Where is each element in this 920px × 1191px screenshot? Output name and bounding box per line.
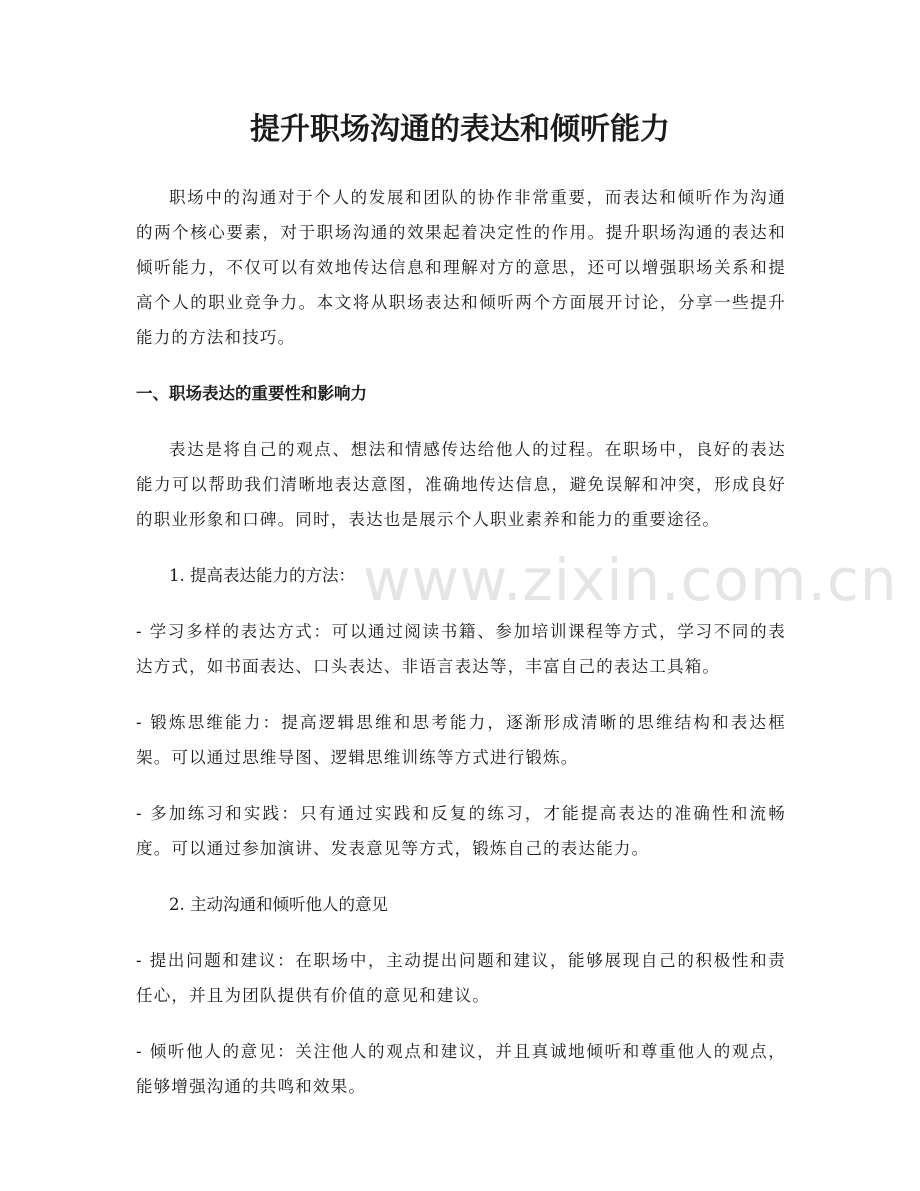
list-item: - 提出问题和建议：在职场中，主动提出问题和建议，能够展现自己的积极性和责任心，并且为团队提供有价值的意见和建议。 [136,951,786,1005]
list-item: - 学习多样的表达方式：可以通过阅读书籍、参加培训课程等方式，学习不同的表达方式，如书面表达、口头表达、非语言表达等，丰富自己的表达工具箱。 [136,622,786,676]
section-heading: 一、职场表达的重要性和影响力 [136,384,367,403]
section-paragraph: 表达是将自己的观点、想法和情感传达给他人的过程。在职场中，良好的表达能力可以帮助我们清晰地表达意图，准确地传达信息，避免误解和冲突，形成良好的职业形象和口碑。同时，表达也是展示个人职业素养和能力的重要途径。 [136,440,786,529]
list-item: - 倾听他人的意见：关注他人的观点和建议，并且真诚地倾听和尊重他人的观点，能够增强沟通的共鸣和效果。 [136,1042,786,1096]
list-label: 2. 主动沟通和倾听他人的意见 [169,895,388,914]
document-body [136,180,898,1125]
list-label: 1. 提高表达能力的方法： [169,566,355,585]
watermark: www.zixin.com.cn [363,546,898,614]
list-item: - 多加练习和实践：只有通过实践和反复的练习，才能提高表达的准确性和流畅度。可以通过参加演讲、发表意见等方式，锻炼自己的表达能力。 [136,804,786,858]
intro-paragraph: 职场中的沟通对于个人的发展和团队的协作非常重要，而表达和倾听作为沟通的两个核心要素，对于职场沟通的效果起着决定性的作用。提升职场沟通的表达和倾听能力，不仅可以有效地传达信息和理解对方的意思，还可以增强职场关系和提高个人的职业竞争力。本文将从职场表达和倾听两个方面展开讨论，分享一些提升能力的方法和技巧。 [136,188,786,347]
page-title: 提升职场沟通的表达和倾听能力 [250,112,670,147]
list-item: - 锻炼思维能力：提高逻辑思维和思考能力，逐渐形成清晰的思维结构和表达框架。可以通过思维导图、逻辑思维训练等方式进行锻炼。 [136,713,786,767]
